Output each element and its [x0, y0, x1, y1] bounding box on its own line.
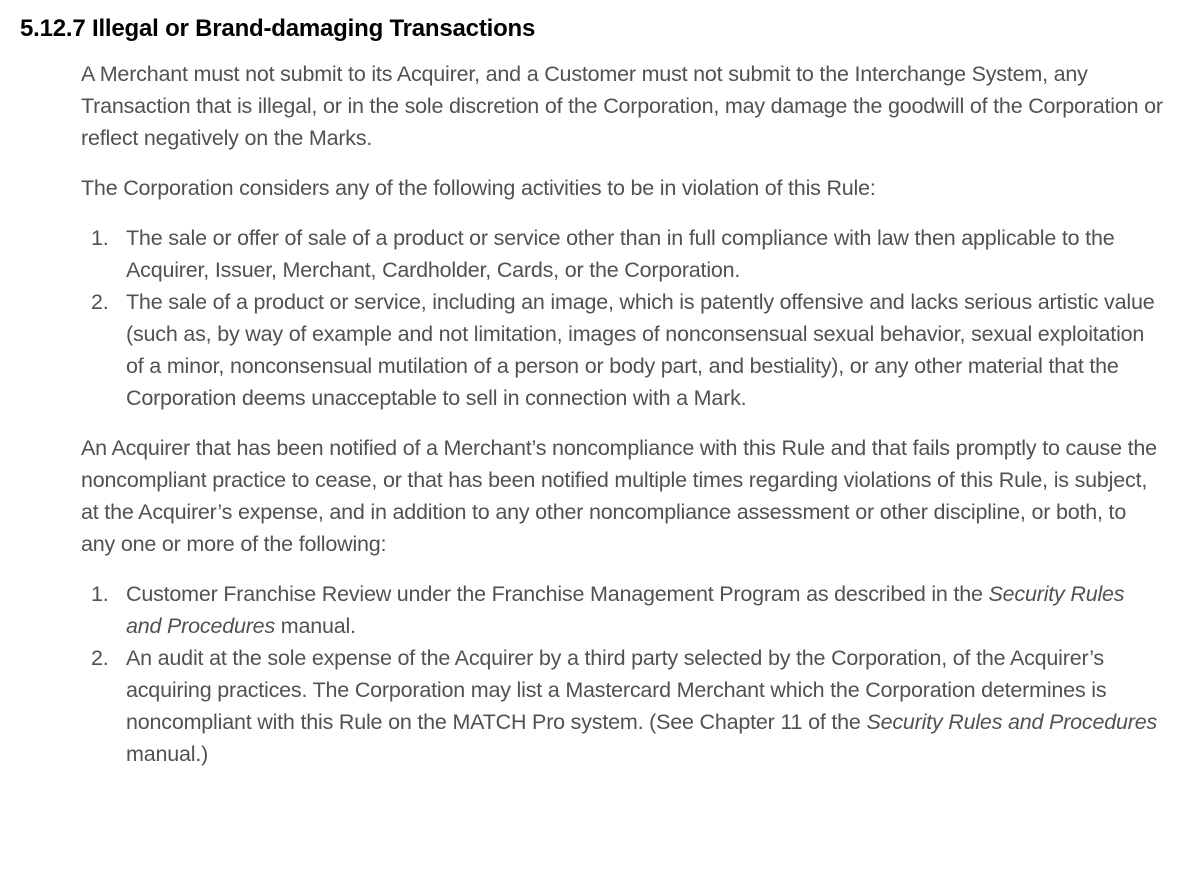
paragraph-violations-lead: The Corporation considers any of the following activities to be in violation of this Rule: — [81, 176, 876, 200]
list-item-text: The sale of a product or service, including an image, which is patently offensive and lacks serious artistic value (such as, by way of example and not limitation, images of nonconsensual sexual behavior, sexual exploitation of a minor, nonconsensual mutilation of a person or body part, and bestiality), or any other material that the Corporation deems unacceptable to sell in connection with a Mark. — [126, 290, 1155, 410]
paragraph-acquirer-notice: An Acquirer that has been notified of a Merchant’s noncompliance with this Rule and that fails promptly to cause the noncompliant practice to cease, or that has been notified multiple times regarding violations of this Rule, is subject, at the Acquirer’s expense, and in addition to any other noncompliance assessment or other discipline, or both, to any one or more of the following: — [81, 436, 1157, 556]
list-item-text-post: manual.) — [126, 742, 209, 766]
list-item-number: 1. — [91, 226, 109, 250]
list-item-text — [126, 578, 1163, 642]
list-item-text-pre: Customer Franchise Review under the Franchise Management Program as described in the — [126, 582, 989, 606]
paragraph-intro: A Merchant must not submit to its Acquirer, and a Customer must not submit to the Interchange System, any Transaction that is illegal, or in the sole discretion of the Corporation, may damage the goodwill of the Corporation or reflect negatively on the Marks. — [81, 62, 1163, 150]
list-item-text-pre: An audit at the sole expense of the Acquirer by a third party selected by the Corporation, of the Acquirer’s acquiring practices. The Corporation may list a Mastercard Merchant which the Corporation determines is noncompliant with this Rule on the MATCH Pro system. (See Chapter 11 of the — [126, 646, 1107, 734]
remedies-list — [91, 578, 1163, 770]
list-item-number: 2. — [91, 646, 109, 670]
remedies-list-item-2 — [91, 642, 1163, 770]
section-body — [81, 58, 1163, 770]
list-item-text: The sale or offer of sale of a product or service other than in full compliance with law then applicable to the Acquirer, Issuer, Merchant, Cardholder, Cards, or the Corporation. — [126, 226, 1115, 282]
remedies-list-item-1 — [91, 578, 1163, 642]
violations-list-item-1 — [91, 222, 1163, 286]
manual-title-italic: Security Rules and Procedures — [866, 710, 1158, 734]
section-heading: 5.12.7 Illegal or Brand-damaging Transactions — [20, 15, 536, 42]
violations-list-item-2 — [91, 286, 1163, 414]
violations-list — [91, 222, 1163, 414]
list-item-text — [126, 642, 1163, 770]
list-item-text-post: manual. — [275, 614, 356, 638]
manual-title-italic: Security Rules and Procedures — [126, 582, 1125, 638]
list-item-number: 2. — [91, 290, 109, 314]
list-item-number: 1. — [91, 582, 109, 606]
